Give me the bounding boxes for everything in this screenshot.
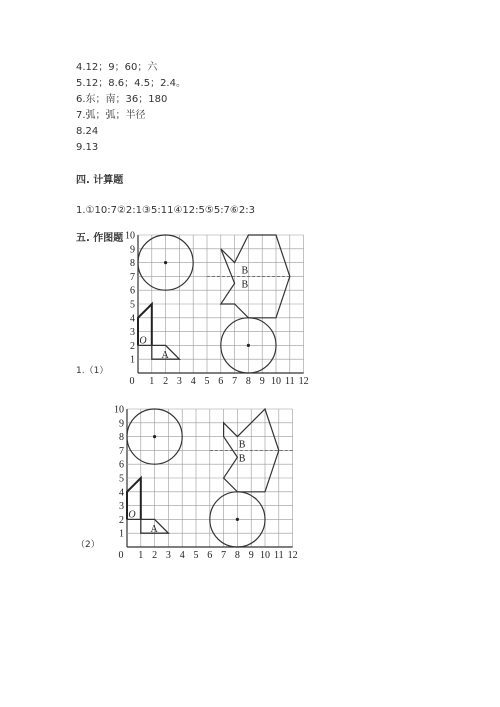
section-4-heading: 四. 计算题 [76,175,124,186]
circle-bottom-right-center [247,344,250,347]
y-tick-label: 8 [119,432,124,444]
y-tick-label: 7 [119,445,124,457]
x-tick-label: 0 [118,550,124,561]
x-tick-label: 9 [248,550,254,561]
y-tick-label: 4 [119,487,124,499]
y-tick-label: 4 [130,313,135,325]
grid-figure-1 [108,226,310,388]
point-label-b: B [238,453,246,465]
y-tick-label: 2 [119,514,124,526]
x-tick-label: 5 [193,550,199,561]
y-tick-label: 6 [119,459,124,471]
x-tick-label: 10 [260,550,270,561]
y-tick-label: 5 [119,473,124,485]
point-label-b: B [241,265,249,277]
x-tick-label: 12 [287,550,298,561]
y-tick-label: 6 [130,285,135,297]
x-tick-label: 5 [204,376,210,387]
y-tick-label: 9 [119,418,124,430]
y-tick-label: 3 [119,501,124,513]
circle-bottom-right-center [236,518,239,521]
x-tick-label: 9 [259,376,265,387]
x-tick-label: 4 [179,550,185,561]
answer-6: 6.东；南；36；180 [76,94,168,105]
y-tick-label: 8 [130,258,135,270]
y-tick-label: 1 [130,354,135,366]
figure-2-label: （2） [76,540,100,550]
x-tick-label: 6 [207,550,213,561]
shape-a-figure [138,345,179,359]
section-5-heading: 五. 作图题 [76,233,124,244]
x-tick-label: 6 [218,376,224,387]
x-tick-label: 0 [129,376,135,387]
x-tick-label: 3 [165,550,171,561]
point-label-o: O [128,509,136,521]
section-4-answer: 1.①10:7②2:1③5:11④12:5⑤5:7⑥2:3 [76,205,255,216]
y-tick-label: 10 [125,230,135,242]
x-tick-label: 2 [163,376,169,387]
x-tick-label: 7 [221,550,227,561]
x-tick-label: 1 [138,550,144,561]
x-tick-label: 10 [271,376,281,387]
answer-7: 7.弧；弧；半径 [76,110,146,121]
y-tick-label: 5 [130,299,135,311]
answer-4: 4.12；9；60；六 [76,62,158,73]
x-tick-label: 3 [176,376,182,387]
answer-5: 5.12；8.6；4.5；2.4。 [76,78,186,89]
y-tick-label: 2 [130,340,135,352]
point-label-a: A [161,349,169,361]
point-label-a: A [150,523,158,535]
figure-1-label: 1.（1） [76,366,109,376]
x-tick-label: 11 [284,376,295,387]
x-tick-label: 11 [273,550,284,561]
x-tick-label: 8 [234,550,240,561]
y-tick-label: 10 [114,404,124,416]
answer-9: 9.13 [76,142,99,153]
circle-top-left-center [164,261,167,264]
x-tick-label: 4 [190,376,196,387]
x-tick-label: 1 [149,376,155,387]
point-label-b: B [238,439,246,451]
y-tick-label: 3 [130,327,135,339]
grid-figure-2 [97,399,298,561]
answer-8: 8.24 [76,126,99,137]
shape-a-figure [127,519,168,533]
y-tick-label: 9 [130,244,135,256]
x-tick-label: 8 [245,376,251,387]
x-tick-label: 12 [298,376,309,387]
x-tick-label: 2 [152,550,158,561]
y-tick-label: 1 [119,528,124,540]
y-tick-label: 7 [130,271,135,283]
circle-top-left-center [153,435,156,438]
x-tick-label: 7 [232,376,238,387]
point-label-o: O [139,335,147,347]
point-label-b: B [241,279,249,291]
